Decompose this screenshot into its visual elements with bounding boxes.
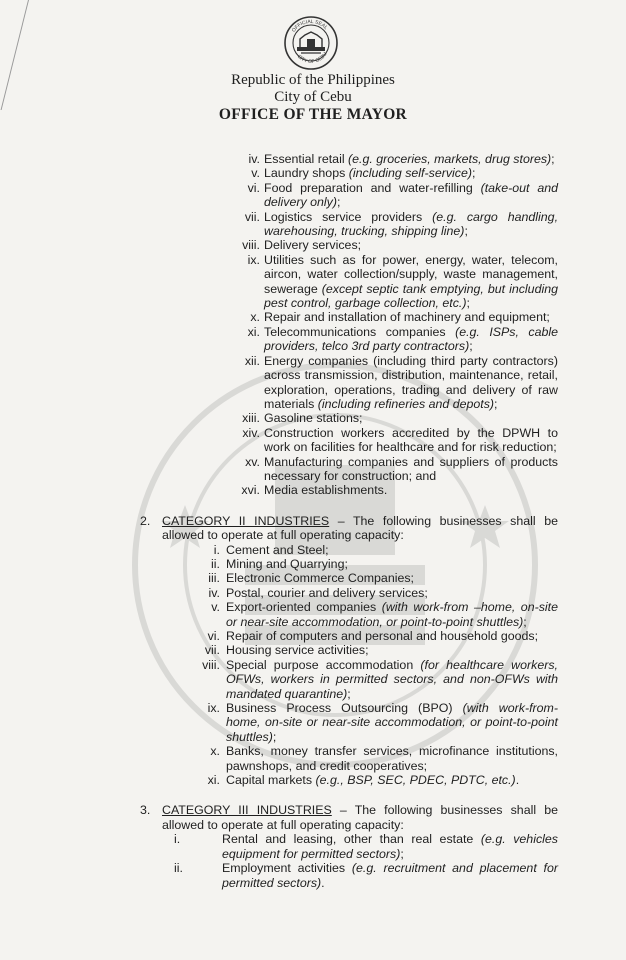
category2-list [140, 543, 558, 788]
letterhead [0, 72, 626, 124]
list-item: viii. Delivery services; [242, 238, 362, 253]
list-item: i. Rental and leasing, other than real estate (e.g. vehicles equipment for permitted sectors); [174, 832, 558, 861]
list-item: x. Repair and installation of machinery and equipment; [250, 310, 550, 325]
category-title: CATEGORY II INDUSTRIES [162, 513, 330, 528]
list-item: i. Cement and Steel; [213, 542, 329, 557]
list-item: iv. Postal, courier and delivery services; [208, 585, 428, 600]
list-item: v. Laundry shops (including self-service); [251, 166, 476, 181]
letterhead-office: OFFICE OF THE MAYOR [218, 106, 408, 123]
list-item: vi. Food preparation and water-refilling (take-out and delivery only); [247, 180, 558, 210]
list-item: ii. Mining and Quarrying; [211, 556, 348, 571]
list-item: ix. Business Process Outsourcing (BPO) (with work-from-home, on-site or near-site accommodation, or point-to-point shuttles); [207, 701, 558, 744]
official-seal-icon [283, 15, 339, 71]
list-item: xiii. Gasoline stations; [242, 411, 363, 426]
category-number: 3. [140, 803, 151, 818]
seal-bottom-text: CITY OF CEBU [295, 51, 329, 66]
list-item: xv. Manufacturing companies and suppliers of products necessary for construction; and [245, 454, 558, 483]
list-item: xiv. Construction workers accredited by the DPWH to work on facilities for healthcare and for risk reduction; [242, 425, 558, 455]
list-item: xi. Telecommunications companies (e.g. ISPs, cable providers, telco 3rd party contractors); [247, 324, 558, 354]
letterhead-city: City of Cebu [274, 89, 352, 105]
document-body [140, 152, 558, 890]
category-intro: – The following businesses shall be allowed to operate at full operating capacity: [162, 803, 558, 832]
category2-heading [140, 514, 558, 543]
category3-heading [140, 803, 558, 832]
list-item: xii. Energy companies (including third party contractors) across transmission, distribution, maintenance, retail, exploration, operations, trading and delivery of raw materials (including refineries and depots); [244, 353, 558, 411]
list-item: iv. Essential retail (e.g. groceries, markets, drug stores); [248, 152, 555, 166]
list-item: v. Export-oriented companies (with work-from –home, on-site or near-site accommodation, or point-to-point shuttles); [211, 600, 558, 629]
list-item: viii. Special purpose accommodation (for healthcare workers, OFWs, workers in permitted sectors, and non-OFWs with mandated quarantine); [202, 657, 558, 701]
category-title: CATEGORY III INDUSTRIES [162, 803, 332, 818]
list-item: xvi. Media establishments. [241, 483, 388, 498]
letterhead-country: Republic of the Philippines [231, 72, 395, 88]
list-item: ii. Employment activities (e.g. recruitment and placement for permitted sectors). [174, 861, 558, 890]
category-number: 2. [140, 513, 151, 528]
category1-continued-list [140, 152, 558, 498]
list-item: vi. Repair of computers and personal and household goods; [207, 629, 539, 643]
list-item: vii. Housing service activities; [204, 643, 369, 658]
list-item: xi. Capital markets (e.g., BSP, SEC, PDEC, PDTC, etc.). [207, 773, 520, 788]
seal-top-text: OFFICIAL SEAL [290, 18, 329, 34]
list-item: vii. Logistics service providers (e.g. cargo handling, warehousing, trucking, shipping line); [244, 209, 559, 239]
list-item: iii. Electronic Commerce Companies; [208, 571, 414, 586]
list-item: ix. Utilities such as for power, energy, water, telecom, aircon, water collection/supply, waste management, sewerage (except septic tank emptying, but including pest control, garbage collection, etc.); [247, 252, 558, 311]
list-item: x. Banks, money transfer services, microfinance institutions, pawnshops, and credit cooperatives; [210, 744, 558, 773]
category-intro: – The following businesses shall be allowed to operate at full operating capacity: [162, 513, 558, 543]
category3-list [140, 832, 558, 890]
